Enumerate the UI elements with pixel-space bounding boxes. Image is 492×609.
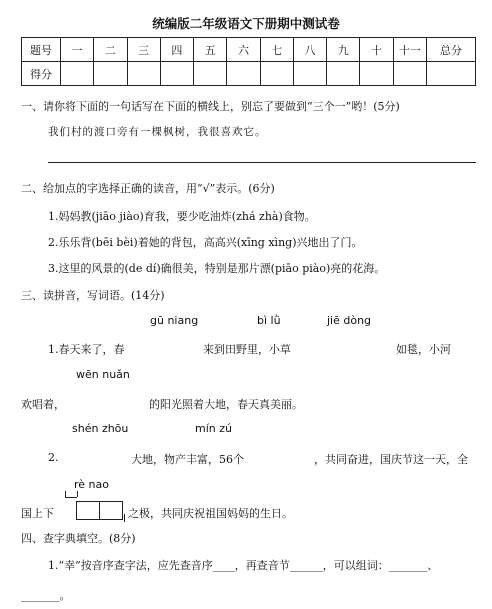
section3-item1-part2: 来到田野里，小草: [203, 343, 291, 356]
section2-item-2: 2.乐乐背(bēi bèi)着她的背包，高高兴(xīng xìng)兴地出了门。: [48, 236, 363, 249]
score-column-10: 十: [360, 38, 393, 62]
score-cell[interactable]: [260, 62, 293, 86]
pinyin-wen-nuan: wēn nuǎn: [76, 368, 130, 381]
score-cell[interactable]: [393, 62, 426, 86]
section3-item1-cont2: 的阳光照着大地，春天真美丽。: [149, 398, 303, 411]
score-cell[interactable]: [194, 62, 227, 86]
score-cell[interactable]: [94, 62, 127, 86]
score-table: [21, 37, 476, 86]
score-column-7: 七: [260, 38, 293, 62]
score-cell[interactable]: [227, 62, 260, 86]
bracket-tick: [77, 491, 78, 497]
score-column-11: 十一: [393, 38, 426, 62]
section2-item-1: 1.妈妈教(jiāo jiào)育我，要少吃油炸(zhá zhà)食物。: [48, 210, 316, 223]
score-row-label: 得分: [22, 62, 61, 86]
page-title: 统编版二年级语文下册期中测试卷: [152, 16, 340, 31]
score-cell[interactable]: [160, 62, 193, 86]
bracket-bar: [65, 497, 77, 498]
pinyin-shen-zhou: shén zhōu: [72, 422, 129, 435]
answer-box[interactable]: [99, 501, 123, 520]
pinyin-bi-lv: bì lǜ: [257, 314, 281, 327]
score-table-score-row: [22, 62, 476, 86]
score-header-label: 题号: [22, 38, 61, 62]
score-cell[interactable]: [293, 62, 326, 86]
section3-heading: 三、读拼音，写词语。(14分): [21, 289, 165, 302]
section2-item-3: 3.这里的风景的(de dí)确很美，特别是那片漂(piāo piào)亮的花海。: [48, 262, 386, 275]
pinyin-gu-niang: gū niang: [150, 314, 199, 327]
section1-sentence: 我们村的渡口旁有一棵枫树，我很喜欢它。: [48, 126, 267, 138]
section3-item1-part3: 如毯，小河: [396, 343, 451, 356]
score-column-8: 八: [293, 38, 326, 62]
score-column-3: 三: [127, 38, 160, 62]
pinyin-re-nao: rè nao: [74, 478, 109, 491]
section3-item2-part2: 大地，物产丰富，56个: [131, 453, 244, 466]
score-cell[interactable]: [127, 62, 160, 86]
score-cell[interactable]: [360, 62, 393, 86]
score-cell[interactable]: [61, 62, 94, 86]
bracket-tick: [124, 514, 125, 522]
pinyin-min-zu: mín zú: [195, 422, 232, 435]
score-total-cell[interactable]: [427, 62, 476, 86]
score-column-9: 九: [327, 38, 360, 62]
score-cell[interactable]: [327, 62, 360, 86]
section3-item2-cont2: 之极，共同庆祝祖国妈妈的生日。: [128, 507, 293, 520]
section4-heading: 四、查字典填空。(8分): [21, 532, 136, 545]
section1-heading: 一、请你将下面的一句话写在下面的横线上，别忘了要做到“三个一”哟！(5分): [21, 100, 400, 113]
section3-item1-cont1: 欢唱着，: [21, 398, 65, 411]
section4-item-1-cont: _______。: [21, 589, 71, 602]
section3-item2-cont1: 国上下: [21, 507, 54, 520]
score-column-6: 六: [227, 38, 260, 62]
answer-box[interactable]: [76, 501, 100, 520]
section2-heading: 二、给加点的字选择正确的读音，用“√”表示。(6分): [21, 182, 275, 195]
section3-item2-part3: ，共同奋进，国庆节这一天，全: [314, 453, 468, 466]
section3-item2-part1: 2.: [48, 451, 59, 464]
score-column-5: 五: [194, 38, 227, 62]
score-column-4: 四: [160, 38, 193, 62]
score-total-label: 总分: [427, 38, 476, 62]
section4-item-1: 1.“幸”按音序查字法，应先查音序____，再查音节______，可以组词：_______、: [48, 559, 439, 572]
pinyin-jie-dong: jiē dòng: [327, 314, 372, 327]
score-table-header-row: [22, 38, 476, 62]
section3-item1-part1: 1.春天来了，春: [48, 343, 125, 356]
section1-writing-line[interactable]: [48, 162, 476, 163]
score-column-2: 二: [94, 38, 127, 62]
score-column-1: 一: [61, 38, 94, 62]
